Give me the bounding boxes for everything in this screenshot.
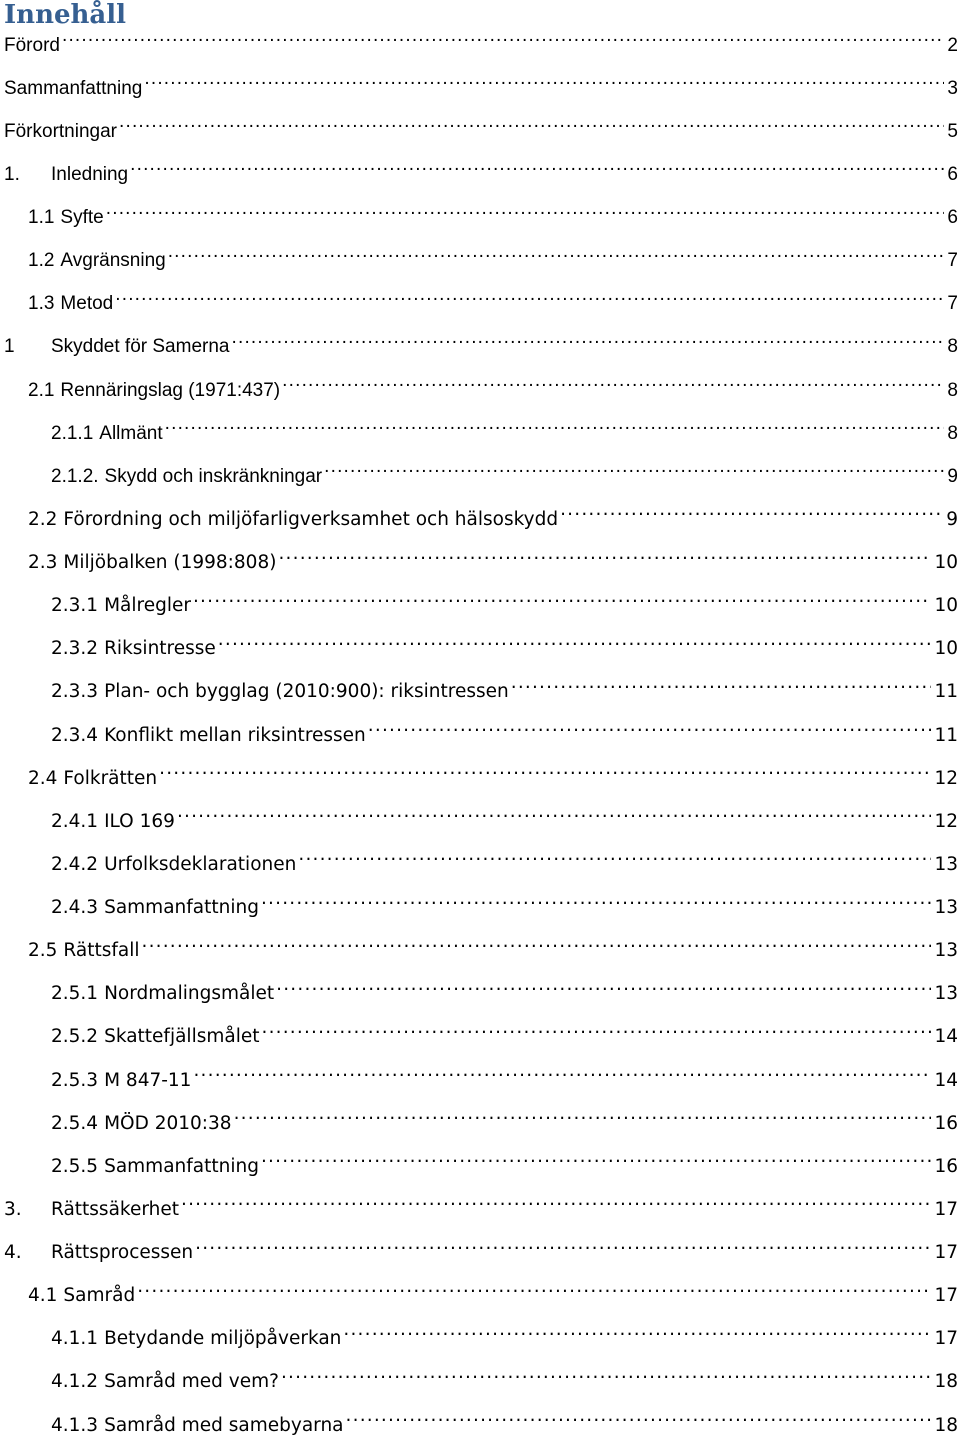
dot-leader [193, 1059, 931, 1083]
toc-entry-title: Urfolksdeklarationen [104, 853, 297, 875]
toc-entry-number: 2.4.3 [51, 897, 99, 919]
toc-page-number: 18 [934, 1371, 958, 1393]
toc-entry-number: 1.3 [28, 293, 55, 315]
toc-page-number: 12 [934, 810, 958, 832]
dot-leader [159, 757, 931, 781]
toc-entry[interactable] [0, 1318, 960, 1361]
toc-page-number: 17 [934, 1198, 958, 1220]
dot-leader [298, 843, 931, 867]
toc-page-number: 2 [947, 34, 958, 56]
dot-leader [368, 714, 932, 738]
dot-leader [234, 1102, 932, 1126]
toc-entry-title: Folkrätten [63, 767, 158, 789]
dot-leader [137, 1275, 931, 1299]
toc-entry-number: 4.1.3 [51, 1414, 99, 1436]
toc-entry[interactable] [0, 197, 960, 240]
dot-leader [343, 1318, 931, 1342]
toc-entry-number: 2.3.4 [51, 724, 99, 746]
dot-leader [231, 326, 944, 350]
toc-entry[interactable] [0, 585, 960, 628]
toc-entry-number: 2.5 [28, 940, 58, 962]
toc-entry-number: 4.1 [28, 1285, 58, 1307]
toc-entry[interactable] [0, 542, 960, 585]
toc-entry[interactable] [0, 1232, 960, 1275]
toc-entry[interactable] [0, 973, 960, 1016]
toc-page-number: 8 [947, 336, 958, 358]
toc-page-number: 17 [934, 1328, 958, 1350]
dot-leader [511, 671, 932, 695]
toc-page-number: 10 [934, 638, 958, 660]
toc-entry-number: 2.3 [28, 552, 58, 574]
toc-entry[interactable] [0, 24, 960, 67]
dot-leader [177, 800, 932, 824]
toc-entry[interactable] [0, 240, 960, 283]
dot-leader [62, 24, 944, 48]
toc-entry-number: 2.3.3 [51, 681, 99, 703]
dot-leader [130, 153, 944, 177]
toc-entry-title: Inledning [51, 163, 129, 185]
toc-entry-title: Betydande miljöpåverkan [104, 1328, 342, 1350]
toc-page-number: 16 [934, 1155, 958, 1177]
toc-entry-number: 2.5.4 [51, 1112, 99, 1134]
toc-entry[interactable] [0, 930, 960, 973]
toc-entry-title: Målregler [104, 595, 191, 617]
toc-page-number: 17 [934, 1242, 958, 1264]
toc-entry-title: Rennäringslag (1971:437) [60, 379, 281, 401]
toc-entry[interactable] [0, 1188, 960, 1231]
toc-page-number: 11 [934, 681, 958, 703]
toc-entry[interactable] [0, 671, 960, 714]
toc-entry-number: 1.2 [28, 250, 55, 272]
toc-page-number: 7 [947, 250, 958, 272]
toc-entry-number: 2.5.5 [51, 1155, 99, 1177]
dot-leader [276, 973, 931, 997]
toc-entry[interactable] [0, 498, 960, 541]
toc-entry-title: M 847-11 [104, 1069, 192, 1091]
toc-entry-number: 1. [4, 163, 20, 185]
dot-leader [181, 1188, 931, 1212]
dot-leader [560, 498, 943, 522]
toc-page-number: 14 [934, 1026, 958, 1048]
toc-entry-number: 2.4.1 [51, 810, 99, 832]
toc-entry-number: 2.2 [28, 508, 58, 530]
toc-entry-title: Skyddet för Samerna [51, 336, 230, 358]
toc-page-number: 6 [947, 163, 958, 185]
toc-entry[interactable] [0, 1059, 960, 1102]
toc-entry[interactable] [0, 714, 960, 757]
toc-entry-number: 2.5.3 [51, 1069, 99, 1091]
toc-entry-title: Skattefjällsmålet [104, 1026, 260, 1048]
toc-entry-title: Sammanfattning [104, 1155, 259, 1177]
toc-entry[interactable] [0, 1404, 960, 1447]
toc-page-number: 9 [947, 465, 958, 487]
dot-leader [346, 1404, 932, 1428]
dot-leader [168, 240, 945, 264]
toc-page-number: 5 [947, 120, 958, 142]
toc-entry-number: 2.5.1 [51, 983, 99, 1005]
toc-entry[interactable] [0, 326, 960, 369]
toc-entry-title: Rättssäkerhet [51, 1198, 179, 1220]
dot-leader [281, 1361, 932, 1385]
toc-entry-title: Miljöbalken (1998:808) [63, 552, 277, 574]
toc-page-number: 8 [947, 422, 958, 444]
dot-leader [195, 1232, 931, 1256]
toc-entry-number: 2.5.2 [51, 1026, 99, 1048]
toc-page-number: 9 [946, 508, 958, 530]
toc-entry-title: Rättsfall [63, 940, 140, 962]
toc-entry-title: Syfte [60, 207, 104, 229]
toc-entry[interactable] [0, 800, 960, 843]
toc-entry[interactable] [0, 412, 960, 455]
toc-entry[interactable] [0, 455, 960, 498]
toc-entry-title: Konflikt mellan riksintressen [104, 724, 366, 746]
toc-page-number: 13 [934, 983, 958, 1005]
toc-entry-number: 1.1 [28, 207, 55, 229]
toc-entry-number: 4.1.2 [51, 1371, 99, 1393]
dot-leader [106, 197, 945, 221]
toc-entry[interactable] [0, 110, 960, 153]
toc-entry[interactable] [0, 628, 960, 671]
toc-page-number: 12 [934, 767, 958, 789]
toc-entry-number: 2.3.2 [51, 638, 99, 660]
toc-page-number: 3 [947, 77, 958, 99]
toc-entry-number: 2.4.2 [51, 853, 99, 875]
dot-leader [278, 542, 931, 566]
toc-entry-title: Nordmalingsmålet [104, 983, 275, 1005]
toc-entry-title: Plan- och bygglag (2010:900): riksintressen [104, 681, 509, 703]
toc-page-number: 16 [934, 1112, 958, 1134]
dot-leader [261, 1016, 931, 1040]
dot-leader [141, 930, 931, 954]
dot-leader [193, 585, 931, 609]
dot-leader [282, 369, 944, 393]
toc-entry-title: Riksintresse [104, 638, 216, 660]
toc-page-number: 13 [934, 940, 958, 962]
toc-entry[interactable] [0, 757, 960, 800]
toc-entry-title: Avgränsning [60, 250, 166, 272]
toc-entry[interactable] [0, 1275, 960, 1318]
toc-entry-title: Metod [60, 293, 114, 315]
toc-entry-number: 3. [4, 1198, 22, 1220]
dot-leader [165, 412, 945, 436]
toc-entry-number: 4. [4, 1242, 22, 1264]
toc-page-number: 7 [947, 293, 958, 315]
toc-page-number: 10 [934, 552, 958, 574]
toc-entry[interactable] [0, 1361, 960, 1404]
toc-page-number: 8 [947, 379, 958, 401]
toc-page-number: 10 [934, 595, 958, 617]
toc-page-number: 6 [947, 207, 958, 229]
toc-entry-number: 4.1.1 [51, 1328, 99, 1350]
toc-entry-number: 2.1 [28, 379, 55, 401]
toc-entry-number: 1 [4, 336, 15, 358]
toc-list [0, 24, 960, 1447]
toc-entry-number: 2.1.2. [51, 465, 99, 487]
toc-entry[interactable] [0, 1145, 960, 1188]
toc-entry-title: Allmänt [99, 422, 163, 444]
toc-entry-title: ILO 169 [104, 810, 175, 832]
toc-page-number: 17 [934, 1285, 958, 1307]
toc-entry-title: Sammanfattning [4, 77, 143, 99]
toc-entry-title: Samråd [63, 1285, 136, 1307]
dot-leader [261, 887, 932, 911]
dot-leader [261, 1145, 932, 1169]
toc-page-number: 11 [934, 724, 958, 746]
toc-entry-title: Sammanfattning [104, 897, 259, 919]
toc-page-number: 14 [934, 1069, 958, 1091]
dot-leader [144, 67, 944, 91]
toc-entry-title: Förkortningar [4, 120, 117, 142]
dot-leader [115, 283, 944, 307]
toc-entry-title: MÖD 2010:38 [104, 1112, 232, 1134]
toc-entry-title: Samråd med samebyarna [104, 1414, 344, 1436]
toc-entry-number: 2.1.1 [51, 422, 94, 444]
page-title: Innehåll [4, 0, 127, 30]
toc-entry-title: Förord [4, 34, 60, 56]
dot-leader [119, 110, 944, 134]
toc-entry-title: Förordning och miljöfarligverksamhet och hälsoskydd [63, 508, 559, 530]
toc-entry[interactable] [0, 887, 960, 930]
dot-leader [218, 628, 932, 652]
toc-page-number: 18 [934, 1414, 958, 1436]
toc-entry[interactable] [0, 153, 960, 196]
toc-entry-title: Rättsprocessen [51, 1242, 194, 1264]
toc-entry[interactable] [0, 283, 960, 326]
toc-entry-number: 2.4 [28, 767, 58, 789]
toc-page-number: 13 [934, 897, 958, 919]
toc-page-number: 13 [934, 853, 958, 875]
toc-entry-title: Skydd och inskränkningar [104, 465, 323, 487]
dot-leader [324, 455, 944, 479]
toc-entry-title: Samråd med vem? [104, 1371, 279, 1393]
toc-entry[interactable] [0, 1102, 960, 1145]
toc-entry[interactable] [0, 67, 960, 110]
toc-entry[interactable] [0, 843, 960, 886]
toc-entry[interactable] [0, 369, 960, 412]
toc-entry[interactable] [0, 1016, 960, 1059]
toc-entry-number: 2.3.1 [51, 595, 99, 617]
